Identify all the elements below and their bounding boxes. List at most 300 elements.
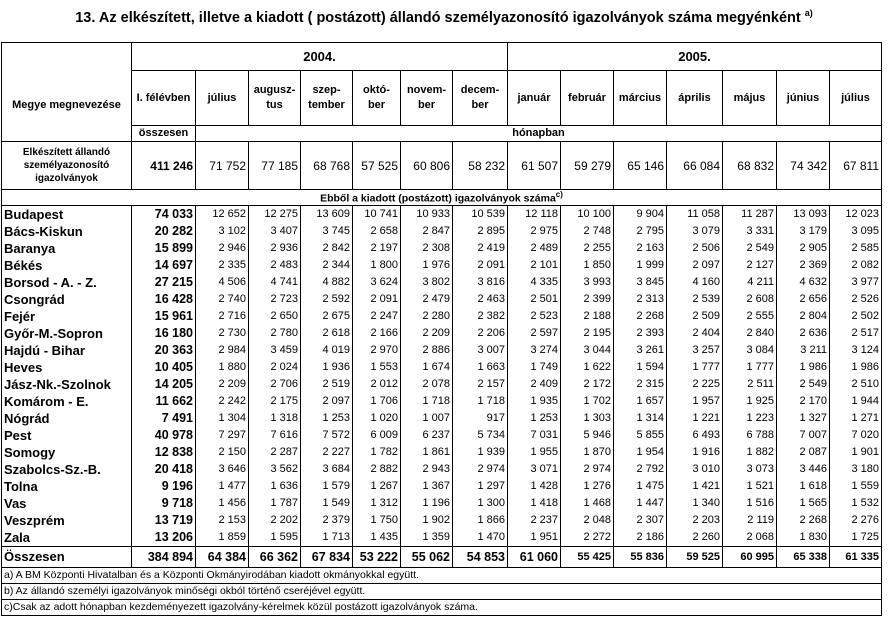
month-value-cell: 2 127 [723, 257, 777, 274]
month-value-cell: 1 939 [453, 444, 508, 461]
month-value-cell: 2 592 [301, 291, 353, 308]
month-value-cell: 2 280 [401, 308, 453, 325]
month-value-cell: 2 313 [614, 291, 667, 308]
county-total-cell: 27 215 [132, 274, 196, 291]
month-value-cell: 2 526 [830, 291, 882, 308]
month-value-cell: 917 [453, 410, 508, 427]
month-value-cell: 6 009 [353, 427, 401, 444]
month-value-cell: 1 304 [196, 410, 249, 427]
month-value-cell: 2 369 [777, 257, 830, 274]
month-value-cell: 3 459 [249, 342, 301, 359]
month-value-cell: 7 031 [508, 427, 561, 444]
total-month-cell: 66 362 [249, 546, 301, 567]
county-name: Somogy [2, 444, 132, 461]
month-value-cell: 1 944 [830, 393, 882, 410]
month-value-cell: 1 859 [196, 529, 249, 547]
month-value-cell: 1 880 [196, 359, 249, 376]
county-total-cell: 12 838 [132, 444, 196, 461]
month-value-cell: 2 048 [561, 512, 614, 529]
month-value-cell: 2 905 [777, 240, 830, 257]
month-value-cell: 1 521 [723, 478, 777, 495]
county-total-cell: 16 428 [132, 291, 196, 308]
month-header: május [723, 71, 777, 126]
month-value-cell: 4 741 [249, 274, 301, 291]
month-value-cell: 2 068 [723, 529, 777, 547]
month-value-cell: 2 882 [353, 461, 401, 478]
county-name: Baranya [2, 240, 132, 257]
month-value-cell: 1 007 [401, 410, 453, 427]
month-value-cell: 1 800 [353, 257, 401, 274]
county-total-cell: 20 418 [132, 461, 196, 478]
table-row [2, 461, 882, 478]
month-value-cell: 1 954 [614, 444, 667, 461]
month-value-cell: 1 020 [353, 410, 401, 427]
month-value-cell: 2 804 [777, 308, 830, 325]
month-value-cell: 3 007 [453, 342, 508, 359]
month-value-cell: 2 166 [353, 325, 401, 342]
month-value-cell: 2 276 [830, 512, 882, 529]
month-value-cell: 2 780 [249, 325, 301, 342]
month-header: szep-tember [301, 71, 353, 126]
total-month-cell: 53 222 [353, 546, 401, 567]
month-value-cell: 3 180 [830, 461, 882, 478]
month-value-cell: 2 723 [249, 291, 301, 308]
month-value-cell: 7 616 [249, 427, 301, 444]
month-value-cell: 1 221 [667, 410, 723, 427]
month-value-cell: 2 091 [453, 257, 508, 274]
month-value-cell: 2 975 [508, 223, 561, 240]
month-value-cell: 2 206 [453, 325, 508, 342]
footnote-c: c)Csak az adott hónapban kezdeményezett igazolvány-kérelmek közül postázott igazolványok száma. [2, 599, 882, 615]
county-name: Zala [2, 529, 132, 547]
month-value-cell: 1 622 [561, 359, 614, 376]
month-value-cell: 1 777 [723, 359, 777, 376]
month-value-cell: 2 091 [353, 291, 401, 308]
month-value-cell: 2 404 [667, 325, 723, 342]
month-value-cell: 2 463 [453, 291, 508, 308]
month-value-cell: 4 335 [508, 274, 561, 291]
month-value-cell: 2 886 [401, 342, 453, 359]
month-value-cell: 2 510 [830, 376, 882, 393]
month-value-cell: 1 303 [561, 410, 614, 427]
county-total-cell: 16 180 [132, 325, 196, 342]
county-name: Bács-Kiskun [2, 223, 132, 240]
month-header: július [830, 71, 882, 126]
month-header: április [667, 71, 723, 126]
produced-month-cell: 57 525 [353, 142, 401, 190]
month-value-cell: 2 170 [777, 393, 830, 410]
month-value-cell: 2 379 [301, 512, 353, 529]
month-value-cell: 2 618 [301, 325, 353, 342]
month-value-cell: 2 936 [249, 240, 301, 257]
month-value-cell: 3 646 [196, 461, 249, 478]
month-value-cell: 6 237 [401, 427, 453, 444]
county-name: Veszprém [2, 512, 132, 529]
month-value-cell: 1 702 [561, 393, 614, 410]
month-value-cell: 1 902 [401, 512, 453, 529]
year-2005-header: 2005. [508, 43, 882, 71]
month-value-cell: 6 493 [667, 427, 723, 444]
month-value-cell: 2 225 [667, 376, 723, 393]
county-total-cell: 15 961 [132, 308, 196, 325]
month-value-cell: 4 632 [777, 274, 830, 291]
month-value-cell: 1 986 [830, 359, 882, 376]
county-total-cell: 20 363 [132, 342, 196, 359]
county-total-cell: 40 978 [132, 427, 196, 444]
month-value-cell: 2 195 [561, 325, 614, 342]
month-value-cell: 5 855 [614, 427, 667, 444]
produced-row [2, 142, 882, 190]
month-value-cell: 10 539 [453, 205, 508, 223]
month-value-cell: 1 870 [561, 444, 614, 461]
month-value-cell: 11 287 [723, 205, 777, 223]
month-value-cell: 3 044 [561, 342, 614, 359]
month-value-cell: 2 399 [561, 291, 614, 308]
month-value-cell: 1 986 [777, 359, 830, 376]
month-value-cell: 2 842 [301, 240, 353, 257]
month-value-cell: 2 315 [614, 376, 667, 393]
month-value-cell: 3 331 [723, 223, 777, 240]
month-value-cell: 7 297 [196, 427, 249, 444]
month-value-cell: 1 916 [667, 444, 723, 461]
month-value-cell: 1 830 [777, 529, 830, 547]
month-value-cell: 1 428 [508, 478, 561, 495]
month-value-cell: 2 188 [561, 308, 614, 325]
month-value-cell: 5 734 [453, 427, 508, 444]
county-name: Heves [2, 359, 132, 376]
month-value-cell: 1 565 [777, 495, 830, 512]
county-name: Békés [2, 257, 132, 274]
county-name: Csongrád [2, 291, 132, 308]
month-value-cell: 7 572 [301, 427, 353, 444]
month-value-cell: 2 549 [723, 240, 777, 257]
county-name: Budapest [2, 205, 132, 223]
month-value-cell: 2 656 [777, 291, 830, 308]
month-value-cell: 3 102 [196, 223, 249, 240]
month-header: március [614, 71, 667, 126]
county-column-header: Megye megnevezése [2, 43, 132, 142]
month-value-cell: 1 468 [561, 495, 614, 512]
month-value-cell: 3 816 [453, 274, 508, 291]
month-value-cell: 2 097 [301, 393, 353, 410]
county-name: Komárom - E. [2, 393, 132, 410]
month-value-cell: 2 748 [561, 223, 614, 240]
month-value-cell: 2 716 [196, 308, 249, 325]
month-value-cell: 2 308 [401, 240, 453, 257]
month-value-cell: 1 718 [401, 393, 453, 410]
month-value-cell: 1 477 [196, 478, 249, 495]
total-month-cell: 55 836 [614, 546, 667, 567]
month-value-cell: 1 777 [667, 359, 723, 376]
month-value-cell: 2 087 [777, 444, 830, 461]
month-value-cell: 2 287 [249, 444, 301, 461]
month-value-cell: 2 344 [301, 257, 353, 274]
month-value-cell: 2 209 [196, 376, 249, 393]
county-total-cell: 14 205 [132, 376, 196, 393]
total-month-cell: 60 995 [723, 546, 777, 567]
county-total-cell: 7 491 [132, 410, 196, 427]
month-value-cell: 2 974 [561, 461, 614, 478]
month-value-cell: 1 936 [301, 359, 353, 376]
county-total-cell: 15 899 [132, 240, 196, 257]
county-total-cell: 9 718 [132, 495, 196, 512]
month-value-cell: 1 976 [401, 257, 453, 274]
month-value-cell: 1 340 [667, 495, 723, 512]
month-header: július [196, 71, 249, 126]
table-row [2, 529, 882, 547]
month-value-cell: 1 456 [196, 495, 249, 512]
month-value-cell: 13 093 [777, 205, 830, 223]
issued-section-header: Ebből a kiadott (postázott) igazolványok száma$^{c)}$ [2, 190, 882, 206]
month-value-cell: 2 730 [196, 325, 249, 342]
month-value-cell: 1 418 [508, 495, 561, 512]
table-row [2, 393, 882, 410]
month-value-cell: 3 084 [723, 342, 777, 359]
month-value-cell: 1 253 [301, 410, 353, 427]
month-value-cell: 1 663 [453, 359, 508, 376]
month-value-cell: 1 787 [249, 495, 301, 512]
month-value-cell: 2 097 [667, 257, 723, 274]
month-value-cell: 2 585 [830, 240, 882, 257]
month-value-cell: 2 078 [401, 376, 453, 393]
footnote-b: b) Az állandó személyi igazolványok minőségi okból történő cseréjével együtt. [2, 583, 882, 599]
county-name: Nógrád [2, 410, 132, 427]
month-value-cell: 1 300 [453, 495, 508, 512]
first-half-header: I. félévben [132, 71, 196, 126]
month-value-cell: 4 506 [196, 274, 249, 291]
month-value-cell: 3 407 [249, 223, 301, 240]
month-value-cell: 2 419 [453, 240, 508, 257]
month-header: február [561, 71, 614, 126]
month-value-cell: 2 943 [401, 461, 453, 478]
county-total-cell: 10 405 [132, 359, 196, 376]
month-value-cell: 2 675 [301, 308, 353, 325]
month-value-cell: 2 706 [249, 376, 301, 393]
month-value-cell: 2 163 [614, 240, 667, 257]
month-value-cell: 2 984 [196, 342, 249, 359]
title-footnote-ref: a) [804, 8, 813, 18]
month-value-cell: 2 247 [353, 308, 401, 325]
produced-month-cell: 74 342 [777, 142, 830, 190]
month-value-cell: 3 274 [508, 342, 561, 359]
produced-month-cell: 68 832 [723, 142, 777, 190]
month-value-cell: 2 186 [614, 529, 667, 547]
month-value-cell: 2 172 [561, 376, 614, 393]
table-row [2, 478, 882, 495]
month-value-cell: 2 650 [249, 308, 301, 325]
total-subheader: összesen [132, 126, 196, 142]
month-value-cell: 1 367 [401, 478, 453, 495]
month-value-cell: 1 276 [561, 478, 614, 495]
month-value-cell: 2 150 [196, 444, 249, 461]
month-value-cell: 1 882 [723, 444, 777, 461]
footnote-a: a) A BM Központi Hivatalban és a Központi Okmányirodában kiadott okmányokkal együtt. [2, 567, 882, 583]
table-row [2, 223, 882, 240]
produced-month-cell: 58 232 [453, 142, 508, 190]
month-value-cell: 4 211 [723, 274, 777, 291]
county-total-cell: 11 662 [132, 393, 196, 410]
month-value-cell: 12 118 [508, 205, 561, 223]
produced-month-cell: 61 507 [508, 142, 561, 190]
total-month-cell: 65 338 [777, 546, 830, 567]
month-value-cell: 2 260 [667, 529, 723, 547]
month-value-cell: 2 393 [614, 325, 667, 342]
month-value-cell: 1 955 [508, 444, 561, 461]
month-value-cell: 7 020 [830, 427, 882, 444]
month-value-cell: 2 012 [353, 376, 401, 393]
month-value-cell: 3 073 [723, 461, 777, 478]
table-row [2, 308, 882, 325]
month-value-cell: 1 327 [777, 410, 830, 427]
month-value-cell: 3 257 [667, 342, 723, 359]
county-name: Jász-Nk.-Szolnok [2, 376, 132, 393]
month-value-cell: 12 275 [249, 205, 301, 223]
month-header-row [2, 71, 882, 126]
table-row [2, 257, 882, 274]
month-value-cell: 3 446 [777, 461, 830, 478]
month-value-cell: 1 657 [614, 393, 667, 410]
month-value-cell: 2 255 [561, 240, 614, 257]
month-value-cell: 2 409 [508, 376, 561, 393]
month-value-cell: 1 636 [249, 478, 301, 495]
county-total-cell: 20 282 [132, 223, 196, 240]
month-value-cell: 1 725 [830, 529, 882, 547]
month-value-cell: 1 297 [453, 478, 508, 495]
month-value-cell: 11 058 [667, 205, 723, 223]
county-name: Hajdú - Bihar [2, 342, 132, 359]
month-value-cell: 1 223 [723, 410, 777, 427]
month-value-cell: 2 840 [723, 325, 777, 342]
month-value-cell: 2 597 [508, 325, 561, 342]
table-row [2, 274, 882, 291]
month-value-cell: 10 741 [353, 205, 401, 223]
month-value-cell: 2 608 [723, 291, 777, 308]
month-value-cell: 1 782 [353, 444, 401, 461]
total-row [2, 546, 882, 567]
county-name: Szabolcs-Sz.-B. [2, 461, 132, 478]
month-value-cell: 1 901 [830, 444, 882, 461]
month-header: októ-ber [353, 71, 401, 126]
month-header: augusz-tus [249, 71, 301, 126]
month-value-cell: 2 511 [723, 376, 777, 393]
county-rows [2, 205, 882, 546]
total-month-cell: 61 060 [508, 546, 561, 567]
month-value-cell: 9 904 [614, 205, 667, 223]
table-row [2, 512, 882, 529]
month-value-cell: 2 119 [723, 512, 777, 529]
table-row [2, 291, 882, 308]
county-name: Tolna [2, 478, 132, 495]
month-value-cell: 2 268 [777, 512, 830, 529]
total-month-cell: 64 384 [196, 546, 249, 567]
month-value-cell: 5 946 [561, 427, 614, 444]
month-value-cell: 2 636 [777, 325, 830, 342]
month-value-cell: 1 421 [667, 478, 723, 495]
total-label: Összesen [2, 546, 132, 567]
month-value-cell: 2 523 [508, 308, 561, 325]
month-value-cell: 2 974 [453, 461, 508, 478]
month-value-cell: 1 861 [401, 444, 453, 461]
county-name: Pest [2, 427, 132, 444]
table-row [2, 495, 882, 512]
month-value-cell: 10 100 [561, 205, 614, 223]
month-value-cell: 1 579 [301, 478, 353, 495]
month-value-cell: 2 024 [249, 359, 301, 376]
month-value-cell: 2 489 [508, 240, 561, 257]
month-value-cell: 4 019 [301, 342, 353, 359]
month-value-cell: 1 253 [508, 410, 561, 427]
table-row [2, 427, 882, 444]
month-value-cell: 3 179 [777, 223, 830, 240]
month-value-cell: 1 553 [353, 359, 401, 376]
month-value-cell: 3 562 [249, 461, 301, 478]
total-month-cell: 61 335 [830, 546, 882, 567]
month-value-cell: 2 502 [830, 308, 882, 325]
month-value-cell: 2 307 [614, 512, 667, 529]
month-value-cell: 2 539 [667, 291, 723, 308]
month-value-cell: 2 555 [723, 308, 777, 325]
month-value-cell: 3 124 [830, 342, 882, 359]
month-value-cell: 1 750 [353, 512, 401, 529]
produced-month-cell: 60 806 [401, 142, 453, 190]
month-header: január [508, 71, 561, 126]
total-month-cell: 55 062 [401, 546, 453, 567]
table-row [2, 359, 882, 376]
county-name: Vas [2, 495, 132, 512]
month-value-cell: 7 007 [777, 427, 830, 444]
month-value-cell: 3 095 [830, 223, 882, 240]
month-value-cell: 2 483 [249, 257, 301, 274]
produced-label: Elkészített állandó személyazonosító igazolványok [2, 142, 132, 190]
month-value-cell: 1 749 [508, 359, 561, 376]
month-value-cell: 1 314 [614, 410, 667, 427]
month-value-cell: 1 470 [453, 529, 508, 547]
produced-total-cell: 411 246 [132, 142, 196, 190]
county-name: Borsod - A. - Z. [2, 274, 132, 291]
month-value-cell: 2 175 [249, 393, 301, 410]
month-value-cell: 1 196 [401, 495, 453, 512]
county-name: Győr-M.-Sopron [2, 325, 132, 342]
month-value-cell: 2 970 [353, 342, 401, 359]
month-value-cell: 2 479 [401, 291, 453, 308]
produced-month-cell: 65 146 [614, 142, 667, 190]
month-value-cell: 2 509 [667, 308, 723, 325]
table-row [2, 342, 882, 359]
month-value-cell: 1 674 [401, 359, 453, 376]
total-month-cell: 55 425 [561, 546, 614, 567]
month-value-cell: 3 079 [667, 223, 723, 240]
month-value-cell: 12 023 [830, 205, 882, 223]
table-row [2, 325, 882, 342]
statistics-table [1, 42, 882, 616]
county-total-cell: 9 196 [132, 478, 196, 495]
month-value-cell: 2 946 [196, 240, 249, 257]
month-value-cell: 3 624 [353, 274, 401, 291]
month-value-cell: 2 740 [196, 291, 249, 308]
month-value-cell: 3 684 [301, 461, 353, 478]
produced-month-cell: 68 768 [301, 142, 353, 190]
county-total-cell: 13 206 [132, 529, 196, 547]
month-value-cell: 1 935 [508, 393, 561, 410]
month-value-cell: 2 203 [667, 512, 723, 529]
month-value-cell: 2 272 [561, 529, 614, 547]
table-row [2, 240, 882, 257]
month-value-cell: 12 652 [196, 205, 249, 223]
month-value-cell: 2 082 [830, 257, 882, 274]
month-value-cell: 3 261 [614, 342, 667, 359]
county-name: Fejér [2, 308, 132, 325]
page-title: 13. Az elkészített, illetve a kiadott ( postázott) állandó személyazonosító igazolványok száma megyénként $^{a)}$ [75, 8, 813, 26]
